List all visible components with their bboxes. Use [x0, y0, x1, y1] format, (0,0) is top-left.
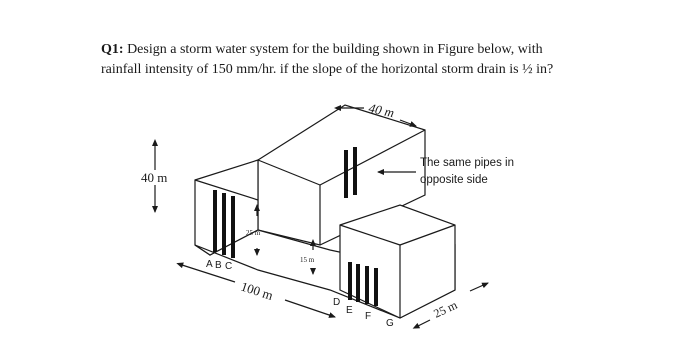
small-dimension-15: 15 m — [300, 256, 315, 264]
left-dimension-label: 40 m — [141, 170, 168, 185]
pipe-label-g: G — [386, 318, 394, 329]
question-number: Q1: — [101, 42, 124, 57]
note-line-1: The same pipes in — [420, 157, 514, 169]
width-dim-line-right — [470, 283, 488, 291]
pipe-label-c: C — [225, 261, 233, 272]
pipe-label-d: D — [333, 297, 341, 308]
length-dim-line-right — [285, 300, 335, 317]
small-dimension-25: 25 m — [246, 229, 261, 237]
question-line-1-text: Design a storm water system for the building shown in Figure below, with — [127, 42, 543, 57]
pipe-label-f: F — [365, 311, 372, 322]
pipe-label-a: A — [206, 259, 213, 270]
pipe-label-e: E — [346, 305, 353, 316]
length-dimension-label: 100 m — [239, 278, 275, 304]
question-line-2: rainfall intensity of 150 mm/hr. if the slope of the horizontal storm drain is ½ in? — [101, 62, 554, 77]
pipe-note — [420, 155, 514, 189]
width-dimension-label: 25 m — [431, 297, 460, 321]
pipe-label-b: B — [215, 260, 222, 271]
top-dimension-label: 40 m — [367, 100, 396, 121]
note-line-2: opposite side — [420, 174, 488, 186]
width-dim-line-left — [418, 320, 430, 326]
